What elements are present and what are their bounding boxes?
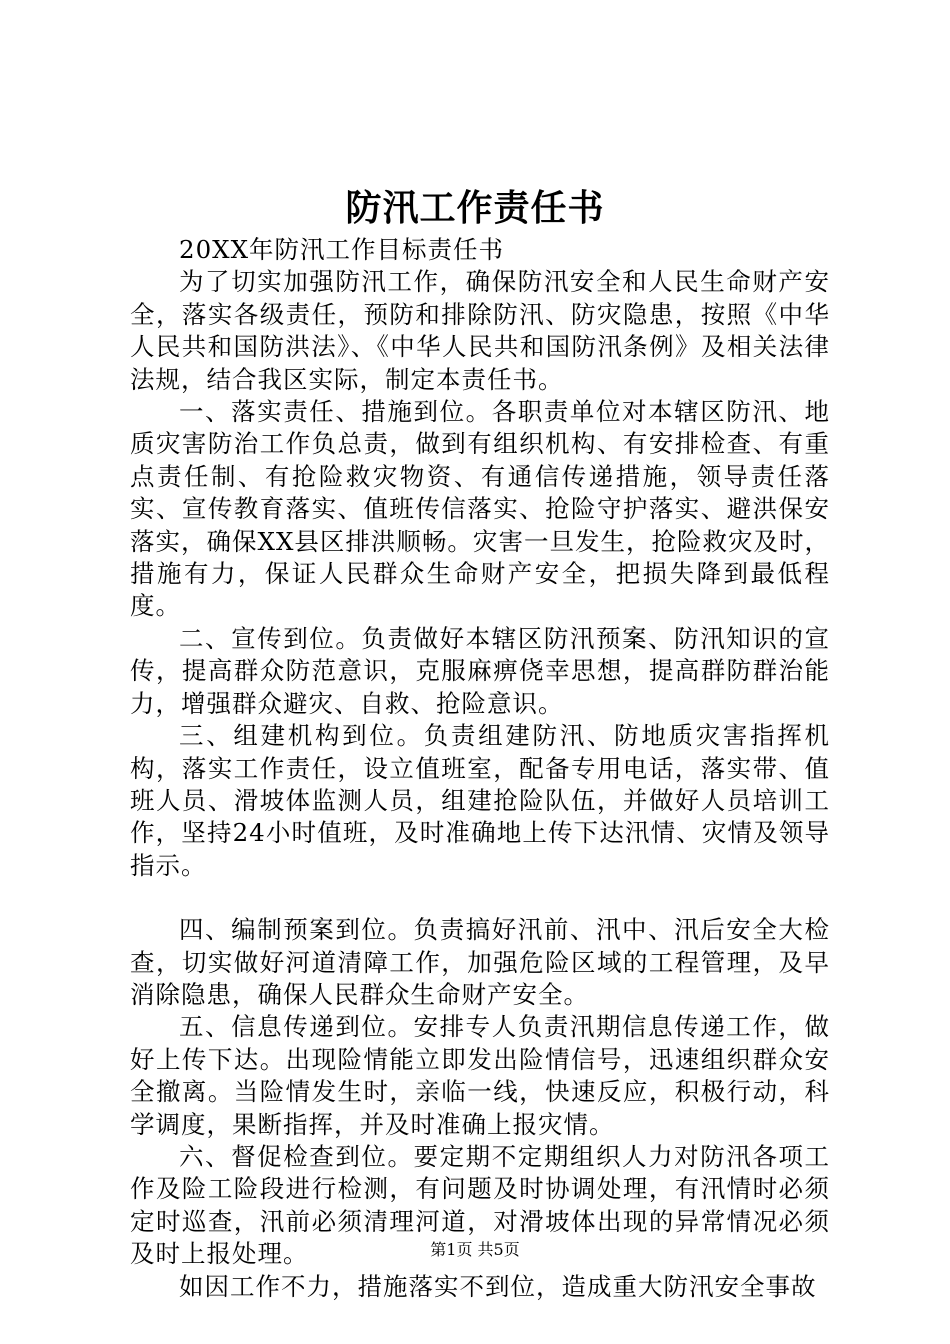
document-body <box>130 234 830 1303</box>
paragraph-subtitle: 20XX年防汛工作目标责任书 <box>179 235 505 264</box>
paragraph-item-2: 二、宣传到位。负责做好本辖区防汛预案、防汛知识的宣传，提高群众防范意识，克服麻痹侥幸思想，提高群防群治能力，增强群众避灾、自救、抢险意识。 <box>130 623 830 718</box>
paragraph-closing: 如因工作不力，措施落实不到位，造成重大防汛安全事故 <box>179 1271 817 1301</box>
document-title: 防汛工作责任书 <box>345 187 605 229</box>
page-footer: 第1页 共5页 <box>430 1240 520 1259</box>
paragraph-item-5: 五、信息传递到位。安排专人负责汛期信息传递工作，做好上传下达。出现险情能立即发出险情信号，迅速组织群众安全撤离。当险情发生时，亲临一线，快速反应，积极行动，科学调度，果断指挥，并及时准确上报灾情。 <box>130 1012 830 1139</box>
paragraph-item-6: 六、督促检查到位。要定期不定期组织人力对防汛各项工作及险工险段进行检测，有问题及时协调处理，有汛情时必须定时巡查，汛前必须清理河道，对滑坡体出现的异常情况必须及时上报处理。 <box>130 1141 830 1269</box>
paragraph-item-4: 四、编制预案到位。负责搞好汛前、汛中、汛后安全大检查，切实做好河道清障工作，加强危险区域的工程管理，及早消除隐患，确保人民群众生命财产安全。 <box>130 915 830 1009</box>
paragraph-item-3: 三、组建机构到位。负责组建防汛、防地质灾害指挥机构，落实工作责任，设立值班室，配备专用电话，落实带、值班人员、滑坡体监测人员，组建抢险队伍，并做好人员培训工作，坚持24小时值班，及时准确地上传下达汛情、灾情及领导指示。 <box>130 721 830 880</box>
paragraph-item-1: 一、落实责任、措施到位。各职责单位对本辖区防汛、地质灾害防治工作负总责，做到有组织机构、有安排检查、有重点责任制、有抢险救灾物资、有通信传递措施，领导责任落实、宣传教育落实、值班传信落实、抢险守护落实、避洪保安落实，确保XX县区排洪顺畅。灾害一旦发生，抢险救灾及时，措施有力，保证人民群众生命财产安全，把损失降到最低程度。 <box>130 397 830 621</box>
paragraph-intro: 为了切实加强防汛工作，确保防汛安全和人民生命财产安全，落实各级责任，预防和排除防汛、防灾隐患，按照《中华人民共和国防洪法》、《中华人民共和国防汛条例》及相关法律法规，结合我区实际，制定本责任书。 <box>130 267 830 394</box>
